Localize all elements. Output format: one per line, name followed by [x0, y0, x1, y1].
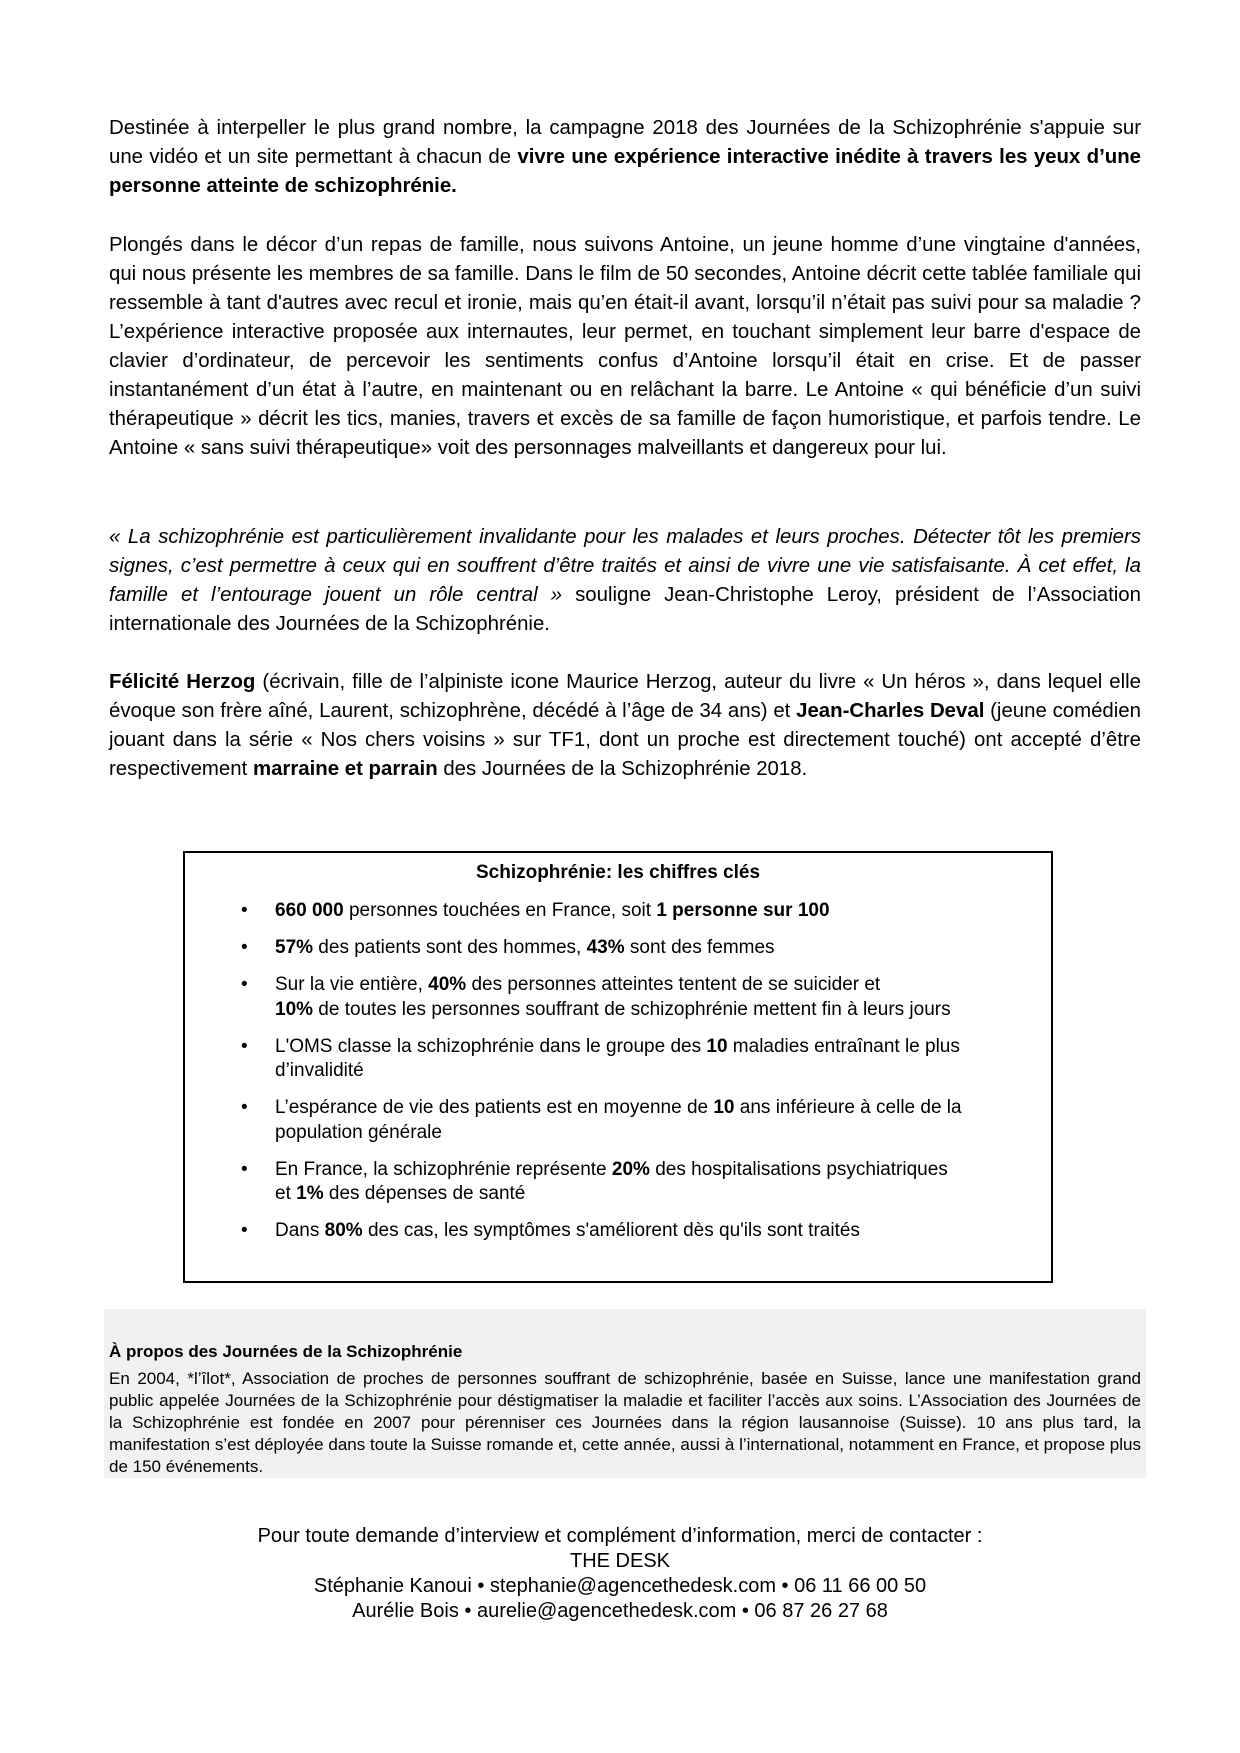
contact-person-2: Aurélie Bois • aurelie@agencethedesk.com • 06 87 26 27 68	[352, 1600, 888, 1622]
about-text: En 2004, *l’îlot*, Association de proches de personnes souffrant de schizophrénie, basée en Suisse, lance une manifestation grand public appelée Journées de la Schizophrénie pour déstigmatiser la maladie et faciliter l’accès aux soins. L’Association des Journées de la Schizophrénie est fondée en 2007 pour pérenniser ces Journées dans la région lausannoise (Suisse). 10 ans plus tard, la manifestation s’est déployée dans toute la Suisse romande et, cette année, aussi à l’international, notamment en France, et propose plus de 150 événements.	[109, 1369, 1141, 1476]
key-figure-item: • L'OMS classe la schizophrénie dans le groupe des 10 maladies entraînant le plus d’invalidité	[241, 1035, 960, 1081]
quote-text: « La schizophrénie est particulièrement invalidante pour les malades et leurs proches. Détecter tôt les premiers signes, c’est permettre à ceux qui en souffrent d’être traités et ainsi de vivre une vie satisfaisante. À cet effet, la famille et l’entourage jouent un rôle central »	[109, 526, 1141, 606]
about-title: À propos des Journées de la Schizophrénie	[109, 1342, 463, 1361]
bullet-icon: •	[241, 1158, 248, 1180]
contact-block	[0, 1524, 1240, 1624]
ambassador-text-3: des Journées de la Schizophrénie 2018.	[437, 758, 808, 780]
key-figures-list	[185, 899, 1051, 1256]
key-figure-item: • Sur la vie entière, 40% des personnes atteintes tentent de se suicider et 10% de toutes les personnes souffrant de schizophrénie mettent fin à leurs jours	[241, 974, 951, 1020]
bullet-icon: •	[241, 974, 248, 995]
bullet-icon: •	[241, 1220, 248, 1241]
bullet-icon: •	[241, 1035, 248, 1057]
contact-person-1: Stéphanie Kanoui • stephanie@agencethedesk.com • 06 11 66 00 50	[313, 1575, 927, 1597]
ambassador-name-2: Jean-Charles Deval	[796, 700, 985, 722]
quote-paragraph	[109, 523, 1141, 639]
key-figure-item: • 660 000 personnes touchées en France, soit 1 personne sur 100	[185, 899, 1051, 924]
ambassadors-paragraph	[109, 668, 1141, 784]
association-name: *l’îlot*	[187, 1369, 231, 1388]
intro-highlight: vivre une expérience interactive inédite à travers les yeux d’une personne atteinte de schizophrénie.	[109, 146, 1142, 197]
key-figure-item: • Dans 80% des cas, les symptômes s'améliorent dès qu'ils sont traités	[185, 1219, 1051, 1244]
key-figure-item: • L’espérance de vie des patients est en moyenne de 10 ans inférieure à celle de la population générale	[241, 1097, 962, 1143]
story-text: Plongés dans le décor d’un repas de famille, nous suivons Antoine, un jeune homme d’une vingtaine d'années, qui nous présente les membres de sa famille. Dans le film de 50 secondes, Antoine décrit cette tablée familiale qui ressemble à tant d'autres avec recul et ironie, mais qu’en était-il avant, lorsqu’il n’était pas suivi pour sa maladie ? L’expérience interactive proposée aux internautes, leur permet, en touchant simplement leur barre d'espace de clavier d’ordinateur, de percevoir les sentiments confus d’Antoine lorsqu’il était en crise. Et de passer instantanément d’un état à l’autre, en maintenant ou en relâchant la barre. Le Antoine « qui bénéficie d’un suivi thérapeutique » décrit les tics, manies, travers et excès de sa famille de façon humoristique, et parfois tendre. Le Antoine « sans suivi thérapeutique» voit des personnages malveillants et dangereux pour lui.	[109, 234, 1141, 459]
ambassador-text-1: (écrivain, fille de l’alpiniste icone Maurice Herzog, auteur du livre « Un héros », dans lequel elle évoque son frère aîné, Laurent, schizophrène, décédé à l’âge de 34 ans) et	[109, 671, 1141, 722]
contact-intro: Pour toute demande d’interview et complément d’information, merci de contacter :	[257, 1525, 983, 1547]
intro-text: Destinée à interpeller le plus grand nombre, la campagne 2018 des Journées de la Schizophrénie s'appuie sur une vidéo et un site permettant à chacun de	[109, 117, 1141, 168]
key-figures-box	[183, 851, 1053, 1283]
intro-paragraph	[109, 114, 1141, 201]
bullet-icon: •	[241, 937, 248, 958]
bullet-icon: •	[241, 1097, 248, 1118]
key-figure-item: • En France, la schizophrénie représente 20% des hospitalisations psychiatriques et 1% des dépenses de santé	[241, 1158, 948, 1204]
bullet-icon: •	[241, 900, 248, 921]
about-section	[104, 1309, 1146, 1478]
agency-name: THE DESK	[569, 1550, 671, 1572]
quote-attribution: souligne Jean-Christophe Leroy, président de l’Association internationale des Journées de la Schizophrénie.	[109, 584, 1141, 635]
key-figures-title: Schizophrénie: les chiffres clés	[475, 862, 761, 883]
key-figure-item: • 57% des patients sont des hommes, 43% sont des femmes	[185, 936, 1051, 961]
story-paragraph	[109, 231, 1141, 463]
ambassador-roles: marraine et parrain	[252, 758, 438, 780]
ambassador-text-2: (jeune comédien jouant dans la série « Nos chers voisins » sur TF1, dont un proche est directement touché) ont accepté d’être respectivement	[109, 700, 1141, 780]
ambassador-name-1: Félicité Herzog	[109, 671, 256, 693]
